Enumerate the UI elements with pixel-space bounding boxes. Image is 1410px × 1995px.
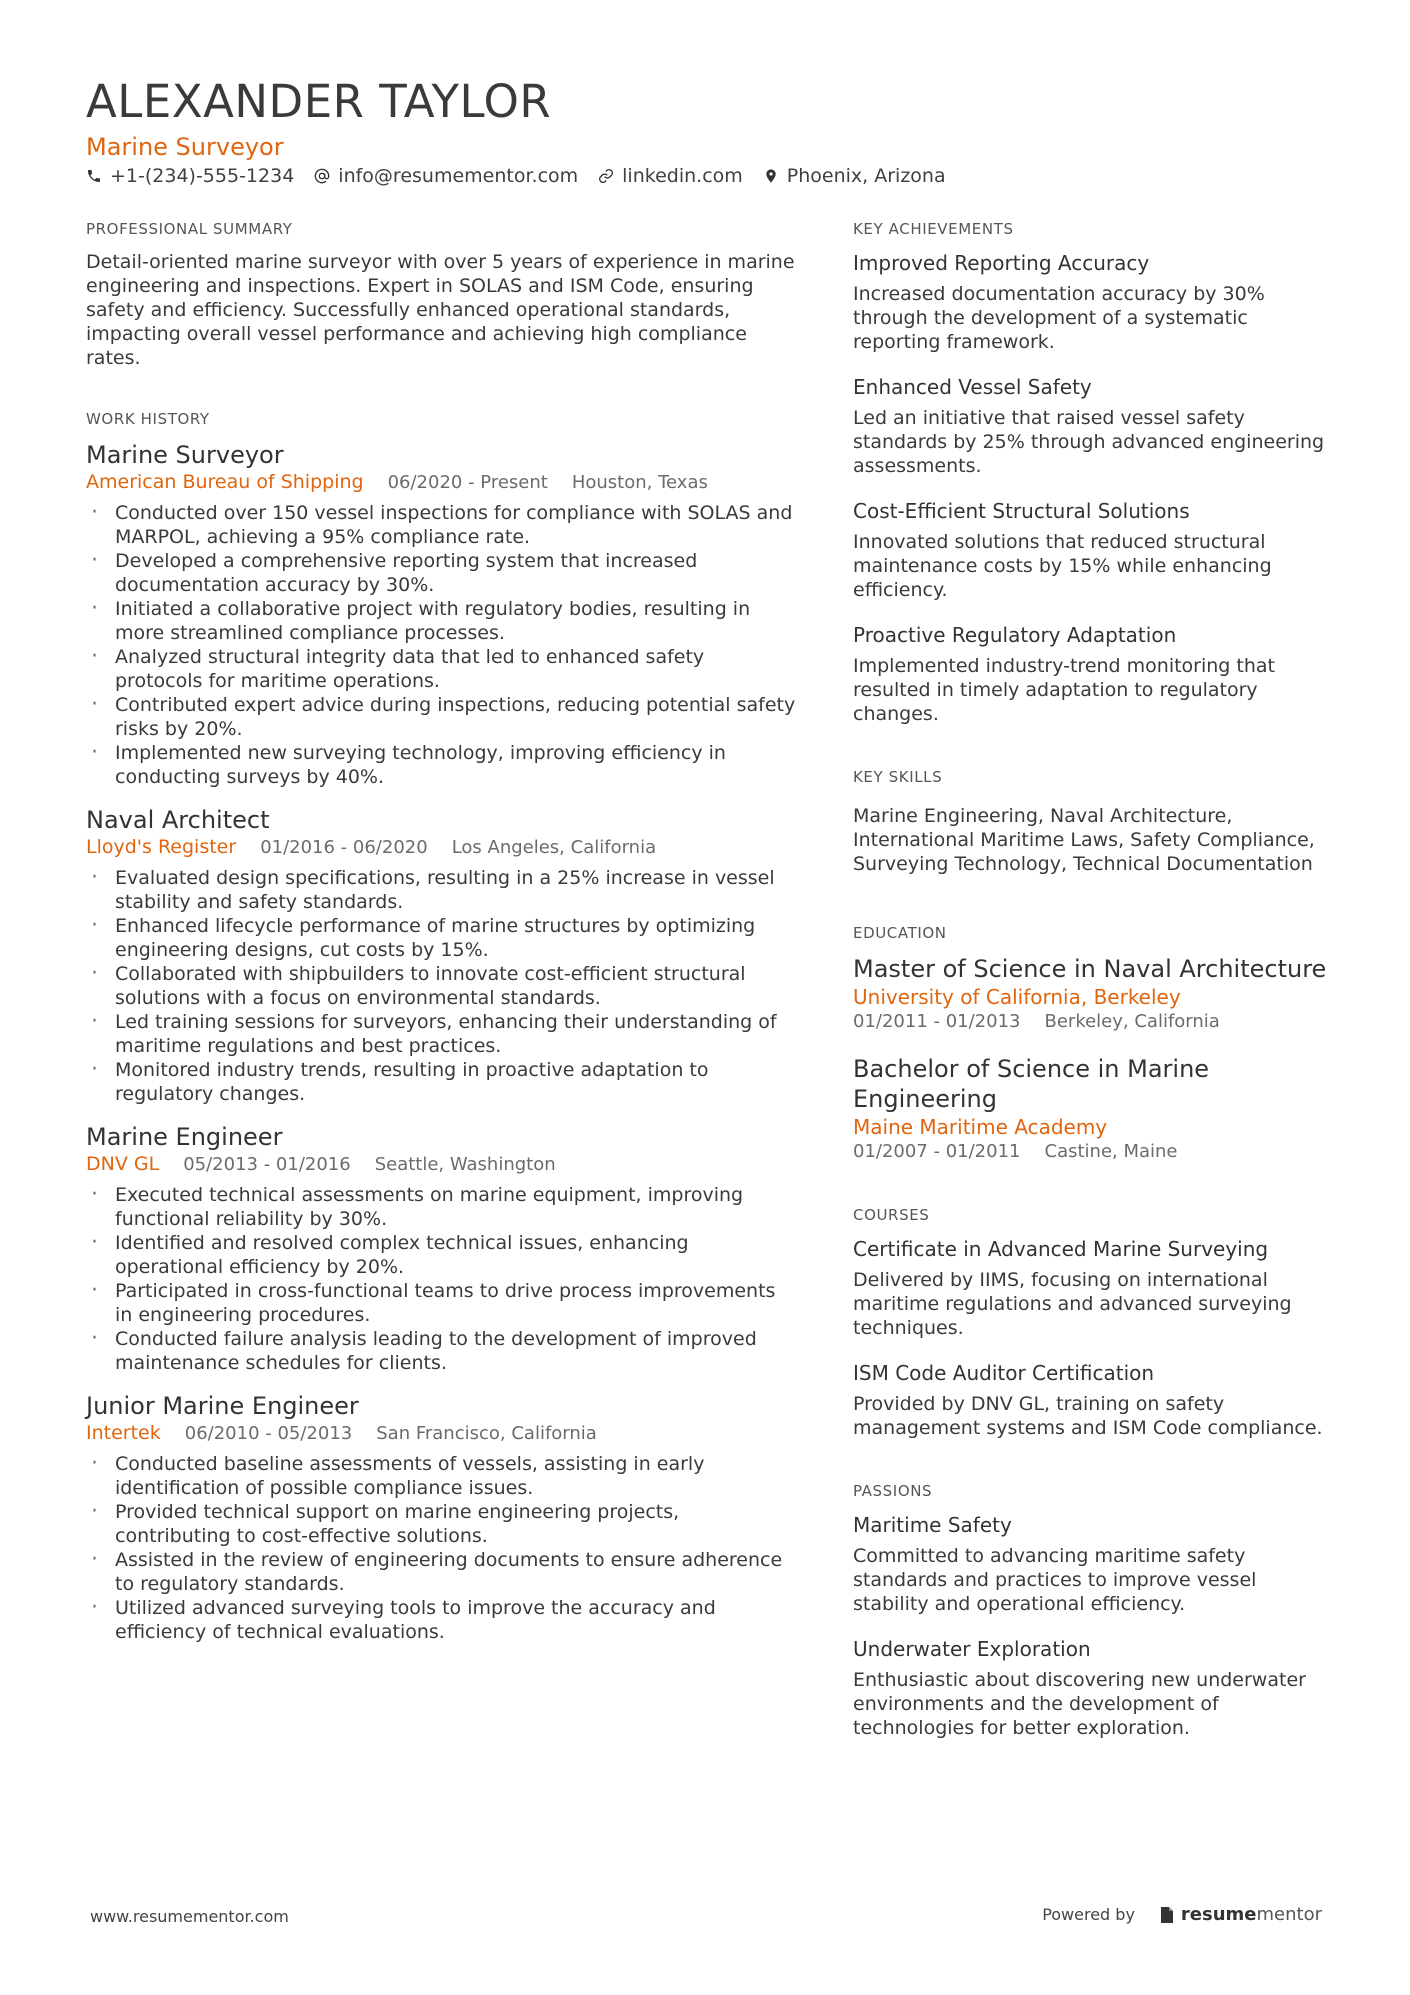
course-desc: Delivered by IIMS, focusing on international maritime regulations and advanced surveying techniques.: [853, 1269, 1292, 1339]
powered-by-label: Powered by: [1042, 1905, 1135, 1924]
job-bullet: · Provided technical support on marine engineering projects, contributing to cost-effective solutions.: [86, 1500, 796, 1548]
achievement-item: [853, 250, 1333, 354]
location-text: Phoenix, Arizona: [786, 165, 946, 187]
achievement-desc: Led an initiative that raised vessel safety standards by 25% through advanced engineering assessments.: [853, 407, 1325, 477]
passions-heading: PASSIONS: [853, 1482, 933, 1500]
job-bullet: · Led training sessions for surveyors, enhancing their understanding of maritime regulations and best practices.: [86, 1010, 796, 1058]
resumementor-logo-icon: [1159, 1906, 1175, 1924]
job-bullet: · Collaborated with shipbuilders to innovate cost-efficient structural solutions with a focus on environmental standards.: [86, 962, 796, 1010]
map-pin-icon: [763, 168, 779, 184]
job-bullets: [86, 1452, 796, 1644]
work-heading: WORK HISTORY: [86, 410, 210, 428]
candidate-title: Marine Surveyor: [86, 133, 284, 161]
job-company: American Bureau of Shipping: [86, 471, 364, 493]
brand-logo[interactable]: [1159, 1902, 1322, 1928]
job-bullet: · Evaluated design specifications, resulting in a 25% increase in vessel stability and safety standards.: [86, 866, 796, 914]
contact-phone: [86, 163, 294, 189]
candidate-name: ALEXANDER TAYLOR: [86, 75, 552, 128]
job-company: DNV GL: [86, 1153, 160, 1175]
education-item: [853, 1054, 1333, 1164]
job-bullet: · Contributed expert advice during inspections, reducing potential safety risks by 20%.: [86, 693, 796, 741]
course-item: [853, 1236, 1333, 1340]
job-entry: [86, 805, 796, 1106]
job-bullet: · Identified and resolved complex technical issues, enhancing operational efficiency by 20%.: [86, 1231, 796, 1279]
job-meta: [86, 470, 796, 495]
education-item: [853, 954, 1333, 1034]
education-location: Castine, Maine: [1044, 1141, 1178, 1162]
job-company: Lloyd's Register: [86, 836, 237, 858]
job-meta: [86, 1421, 796, 1446]
contact-location: [763, 163, 946, 189]
skills-heading: KEY SKILLS: [853, 768, 943, 786]
job-bullets: [86, 501, 796, 789]
passion-title: Maritime Safety: [853, 1513, 1012, 1537]
job-bullet: · Utilized advanced surveying tools to improve the accuracy and efficiency of technical evaluations.: [86, 1596, 796, 1644]
contact-linkedin[interactable]: [598, 163, 743, 189]
brand-bold-text: resume: [1180, 1904, 1257, 1925]
achievement-title: Proactive Regulatory Adaptation: [853, 623, 1177, 647]
job-title: Marine Engineer: [86, 1123, 283, 1151]
achievements-heading: KEY ACHIEVEMENTS: [853, 220, 1014, 238]
job-title: Naval Architect: [86, 806, 270, 834]
passion-item: [853, 1512, 1333, 1616]
job-dates: 06/2020 - Present: [387, 472, 548, 493]
job-bullet: · Developed a comprehensive reporting system that increased documentation accuracy by 30%.: [86, 549, 796, 597]
course-title: Certificate in Advanced Marine Surveying: [853, 1237, 1269, 1261]
education-location: Berkeley, California: [1044, 1011, 1220, 1032]
link-icon: [598, 168, 614, 184]
job-bullet: · Participated in cross-functional teams to drive process improvements in engineering procedures.: [86, 1279, 796, 1327]
job-dates: 01/2016 - 06/2020: [260, 837, 428, 858]
footer-website[interactable]: www.resumementor.com: [90, 1907, 289, 1926]
job-entry: [86, 1391, 796, 1644]
contact-email[interactable]: [314, 163, 578, 189]
education-meta: [853, 1140, 1333, 1164]
achievement-desc: Increased documentation accuracy by 30% through the development of a systematic reporting framework.: [853, 283, 1265, 353]
courses-heading: COURSES: [853, 1206, 930, 1224]
job-location: Houston, Texas: [571, 472, 708, 493]
education-school: University of California, Berkeley: [853, 985, 1181, 1009]
achievement-desc: Innovated solutions that reduced structural maintenance costs by 15% while enhancing efficiency.: [853, 531, 1272, 601]
passion-item: [853, 1636, 1333, 1740]
job-title: Junior Marine Engineer: [86, 1392, 359, 1420]
job-dates: 06/2010 - 05/2013: [184, 1423, 353, 1444]
job-title: Marine Surveyor: [86, 441, 284, 469]
skills-text: Marine Engineering, Naval Architecture, International Maritime Laws, Safety Compliance, Surveying Technology, Technical Documentation: [853, 805, 1315, 875]
brand-light-text: mentor: [1256, 1904, 1322, 1925]
job-bullets: [86, 1183, 796, 1375]
achievement-item: [853, 498, 1333, 602]
job-meta: [86, 1152, 796, 1177]
contact-bar: [86, 163, 946, 189]
education-school: Maine Maritime Academy: [853, 1115, 1108, 1139]
achievement-title: Cost-Efficient Structural Solutions: [853, 499, 1190, 523]
linkedin-text[interactable]: linkedin.com: [622, 165, 743, 187]
job-company: Intertek: [86, 1422, 161, 1444]
achievement-title: Enhanced Vessel Safety: [853, 375, 1092, 399]
job-location: Seattle, Washington: [374, 1154, 556, 1175]
job-bullet: · Assisted in the review of engineering documents to ensure adherence to regulatory standards.: [86, 1548, 796, 1596]
achievement-desc: Implemented industry-trend monitoring that resulted in timely adaptation to regulatory changes.: [853, 655, 1275, 725]
left-column: [86, 218, 796, 1644]
job-entry: [86, 1122, 796, 1375]
phone-text: +1-(234)-555-1234: [110, 165, 295, 187]
course-item: [853, 1360, 1333, 1440]
footer-powered: [1042, 1902, 1322, 1928]
job-bullet: · Monitored industry trends, resulting in proactive adaptation to regulatory changes.: [86, 1058, 796, 1106]
achievement-item: [853, 622, 1333, 726]
education-heading: EDUCATION: [853, 924, 947, 942]
passion-desc: Committed to advancing maritime safety standards and practices to improve vessel stability and operational efficiency.: [853, 1545, 1257, 1615]
education-meta: [853, 1010, 1333, 1034]
education-dates: 01/2007 - 01/2011: [853, 1141, 1021, 1162]
education-degree: Bachelor of Science in Marine Engineering: [853, 1055, 1210, 1113]
education-dates: 01/2011 - 01/2013: [853, 1011, 1021, 1032]
course-title: ISM Code Auditor Certification: [853, 1361, 1155, 1385]
job-bullet: · Analyzed structural integrity data that led to enhanced safety protocols for maritime operations.: [86, 645, 796, 693]
course-desc: Provided by DNV GL, training on safety management systems and ISM Code compliance.: [853, 1393, 1323, 1439]
summary-heading: PROFESSIONAL SUMMARY: [86, 220, 293, 238]
passion-desc: Enthusiastic about discovering new underwater environments and the development of technologies for better exploration.: [853, 1669, 1306, 1739]
right-column: [853, 218, 1333, 1740]
job-bullet: · Executed technical assessments on marine equipment, improving functional reliability by 30%.: [86, 1183, 796, 1231]
job-bullet: · Implemented new surveying technology, improving efficiency in conducting surveys by 40%.: [86, 741, 796, 789]
job-bullet: · Conducted over 150 vessel inspections for compliance with SOLAS and MARPOL, achieving a 95% compliance rate.: [86, 501, 796, 549]
job-location: Los Angeles, California: [451, 837, 657, 858]
job-bullets: [86, 866, 796, 1106]
achievement-item: [853, 374, 1333, 478]
job-meta: [86, 835, 796, 860]
at-sign-icon: [314, 168, 330, 184]
achievement-title: Improved Reporting Accuracy: [853, 251, 1150, 275]
job-entry: [86, 440, 796, 789]
summary-text: Detail-oriented marine surveyor with over 5 years of experience in marine engineering and inspections. Expert in SOLAS and ISM Code, ensuring safety and efficiency. Successfully enhanced operational standards, impacting overall vessel performance and achieving high compliance rates.: [86, 251, 795, 369]
phone-icon: [86, 168, 102, 184]
email-text[interactable]: info@resumementor.com: [338, 165, 579, 187]
job-bullet: · Conducted baseline assessments of vessels, assisting in early identification of possible compliance issues.: [86, 1452, 796, 1500]
job-bullet: · Enhanced lifecycle performance of marine structures by optimizing engineering designs, cut costs by 15%.: [86, 914, 796, 962]
education-degree: Master of Science in Naval Architecture: [853, 955, 1327, 983]
passion-title: Underwater Exploration: [853, 1637, 1091, 1661]
job-bullet: · Conducted failure analysis leading to the development of improved maintenance schedules for clients.: [86, 1327, 796, 1375]
job-bullet: · Initiated a collaborative project with regulatory bodies, resulting in more streamlined compliance processes.: [86, 597, 796, 645]
job-dates: 05/2013 - 01/2016: [183, 1154, 351, 1175]
job-location: San Francisco, California: [376, 1423, 597, 1444]
